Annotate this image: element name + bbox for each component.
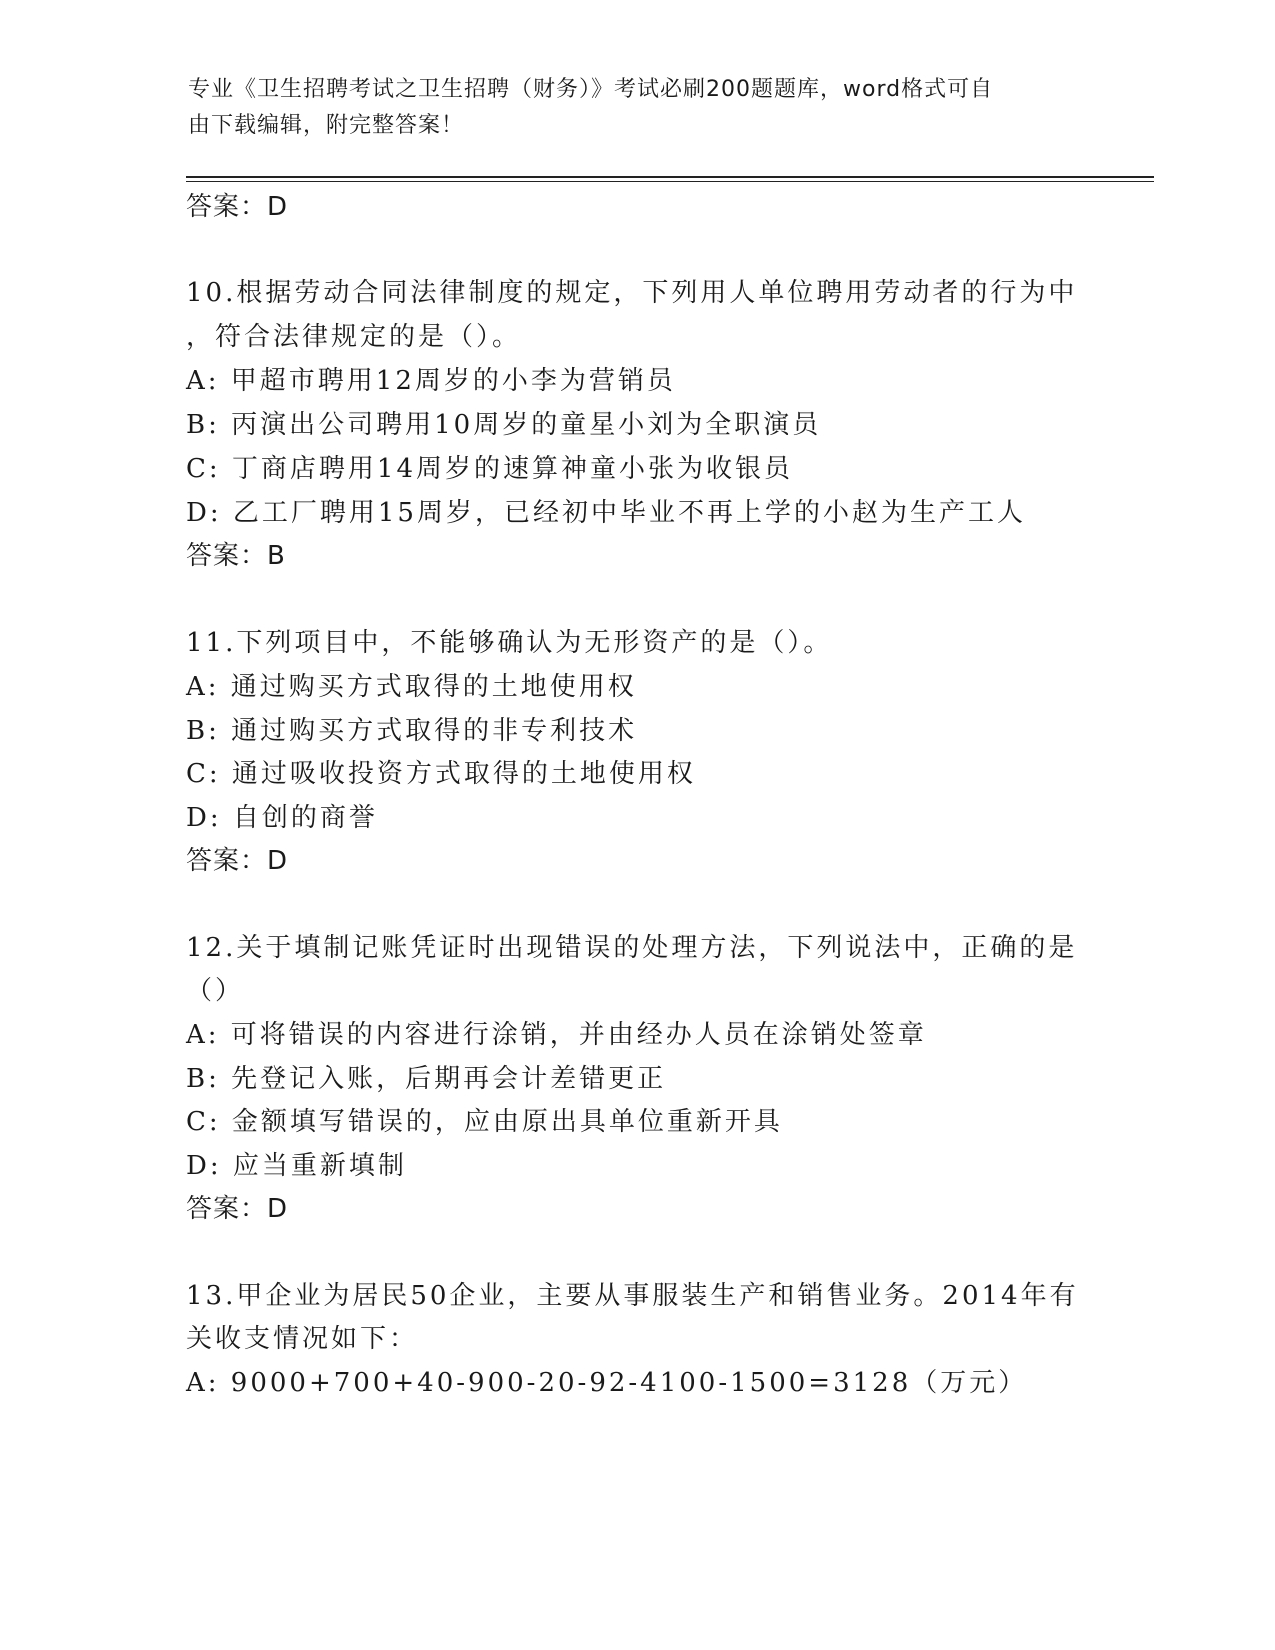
q12-answer: 答案：D [186,1194,289,1224]
q10-option-c: C: 丁商店聘用14周岁的速算神童小张为收银员 [186,454,794,484]
q12-option-c: C: 金额填写错误的，应由原出具单位重新开具 [186,1107,783,1137]
q10-answer: 答案：B [186,541,286,571]
q10-option-b: B: 丙演出公司聘用10周岁的童星小刘为全职演员 [186,410,822,440]
q12-option-d: D: 应当重新填制 [186,1151,407,1181]
header-rule-thick [186,176,1154,178]
q13-option-a: A: 9000+700+40-900-20-92-4100-1500=3128（万元） [186,1368,1028,1398]
q11-option-b: B: 通过购买方式取得的非专利技术 [186,716,638,746]
header-line-2: 由下载编辑，附完整答案！ [188,113,465,138]
q11-answer: 答案：D [186,846,289,876]
q12-stem-line-2: （） [186,976,245,1006]
header-line-1: 专业《卫生招聘考试之卫生招聘（财务）》考试必刷200题题库，word格式可自 [188,77,994,102]
q12-option-b: B: 先登记入账，后期再会计差错更正 [186,1064,667,1094]
q11-stem-line-1: 11.下列项目中，不能够确认为无形资产的是（）。 [186,628,833,658]
header-rule-thin [186,181,1154,182]
q11-option-a: A: 通过购买方式取得的土地使用权 [186,672,637,702]
q13-stem-line-2: 关收支情况如下： [186,1324,419,1354]
q13-stem-line-1: 13.甲企业为居民50企业，主要从事服装生产和销售业务。2014年有 [186,1281,1079,1311]
q10-stem-line-1: 10.根据劳动合同法律制度的规定，下列用人单位聘用劳动者的行为中 [186,278,1078,308]
q11-option-d: D: 自创的商誉 [186,803,378,833]
q10-option-a: A: 甲超市聘用12周岁的小李为营销员 [186,366,676,396]
q11-option-c: C: 通过吸收投资方式取得的土地使用权 [186,759,696,789]
q10-stem-line-2: ，符合法律规定的是（）。 [186,322,522,352]
answer-prev: 答案：D [186,192,289,222]
document-header [188,72,1068,144]
q10-option-d: D: 乙工厂聘用15周岁，已经初中毕业不再上学的小赵为生产工人 [186,498,1026,528]
q12-option-a: A: 可将错误的内容进行涂销，并由经办人员在涂销处签章 [186,1020,927,1050]
q12-stem-line-1: 12.关于填制记账凭证时出现错误的处理方法，下列说法中，正确的是 [186,933,1078,963]
